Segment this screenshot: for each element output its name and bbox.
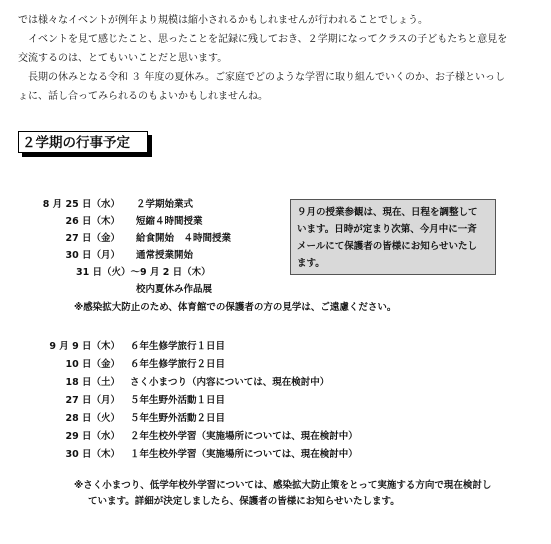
schedule-date: 27 日（月）: [65, 395, 120, 406]
schedule-event: ５年生野外活動１日目: [130, 395, 226, 406]
schedule-event: 給食開始 ４時間授業: [136, 233, 232, 244]
notice-box: [290, 199, 496, 275]
schedule-event: 校内夏休み作品展: [136, 284, 213, 295]
schedule-event: ６年生修学旅行２日目: [130, 359, 226, 370]
notice-line: メールにて保護者の皆様にお知らせいたし: [297, 241, 478, 252]
schedule-date: 28 日（火）: [65, 413, 120, 424]
note-line: ています。詳細が決定しましたら、保護者の皆様にお知らせいたします。: [88, 496, 400, 507]
schedule-event: ６年生修学旅行１日目: [130, 341, 226, 352]
notice-line: ます。: [297, 258, 325, 269]
intro-line: では様々なイベントが例年より規模は縮小されるかもしれませんが行われることでしょう。: [18, 15, 428, 26]
schedule-date: 18 日（土）: [65, 377, 120, 388]
intro-line: 交流するのは、とてもいいことだと思います。: [18, 53, 228, 64]
schedule-event: １年生校外学習（実施場所については、現在検討中）: [130, 449, 358, 460]
schedule-date: 9 月 9 日（木）: [49, 341, 120, 352]
note-line: ※さく小まつり、低学年校外学習については、感染拡大防止策をとって実施する方向で現在検討し: [74, 480, 492, 491]
schedule-date: 30 日（月）: [65, 250, 120, 261]
schedule-event: 通常授業開始: [136, 250, 194, 261]
september-note: [74, 478, 491, 510]
schedule-date: 8 月 25 日（水）: [42, 199, 120, 210]
schedule-date: 26 日（木）: [65, 216, 120, 227]
schedule-event: 短縮４時間授業: [136, 216, 203, 227]
intro-line: イベントを見て感じたこと、思ったことを記録に残しておき、２学期になってクラスの子どもたちと意見を: [18, 34, 508, 45]
notice-line: ９月の授業参観は、現在、日程を調整して: [297, 207, 478, 218]
intro-line: ょに、話し合ってみられるのもよいかもしれませんね。: [18, 91, 268, 102]
schedule-date: 10 日（金）: [65, 359, 120, 370]
schedule-date: 27 日（金）: [65, 233, 120, 244]
schedule-event: ２年生校外学習（実施場所については、現在検討中）: [130, 431, 358, 442]
august-note: ※感染拡大防止のため、体育館での保護者の方の見学は、ご遠慮ください。: [74, 302, 397, 313]
schedule-date: 30 日（木）: [65, 449, 120, 460]
schedule-event: ５年生野外活動２日目: [130, 413, 226, 424]
schedule-event: さく小まつり（内容については、現在検討中）: [130, 377, 330, 388]
schedule-date: 31 日（火）～9 月 2 日（木）: [76, 267, 211, 278]
august-schedule: [40, 197, 280, 297]
schedule-event: ２学期始業式: [136, 199, 194, 210]
section-title: ２学期の行事予定: [18, 131, 148, 153]
schedule-date: 29 日（水）: [65, 431, 120, 442]
notice-line: います。日時が定まり次第、今月中に一斉: [297, 224, 477, 235]
intro-paragraph: [18, 11, 538, 106]
september-schedule: [40, 339, 440, 469]
intro-line: 長期の休みとなる令和 ３ 年度の夏休み。ご家庭でどのような学習に取り組んでいくのか、お子様といっし: [18, 72, 505, 83]
